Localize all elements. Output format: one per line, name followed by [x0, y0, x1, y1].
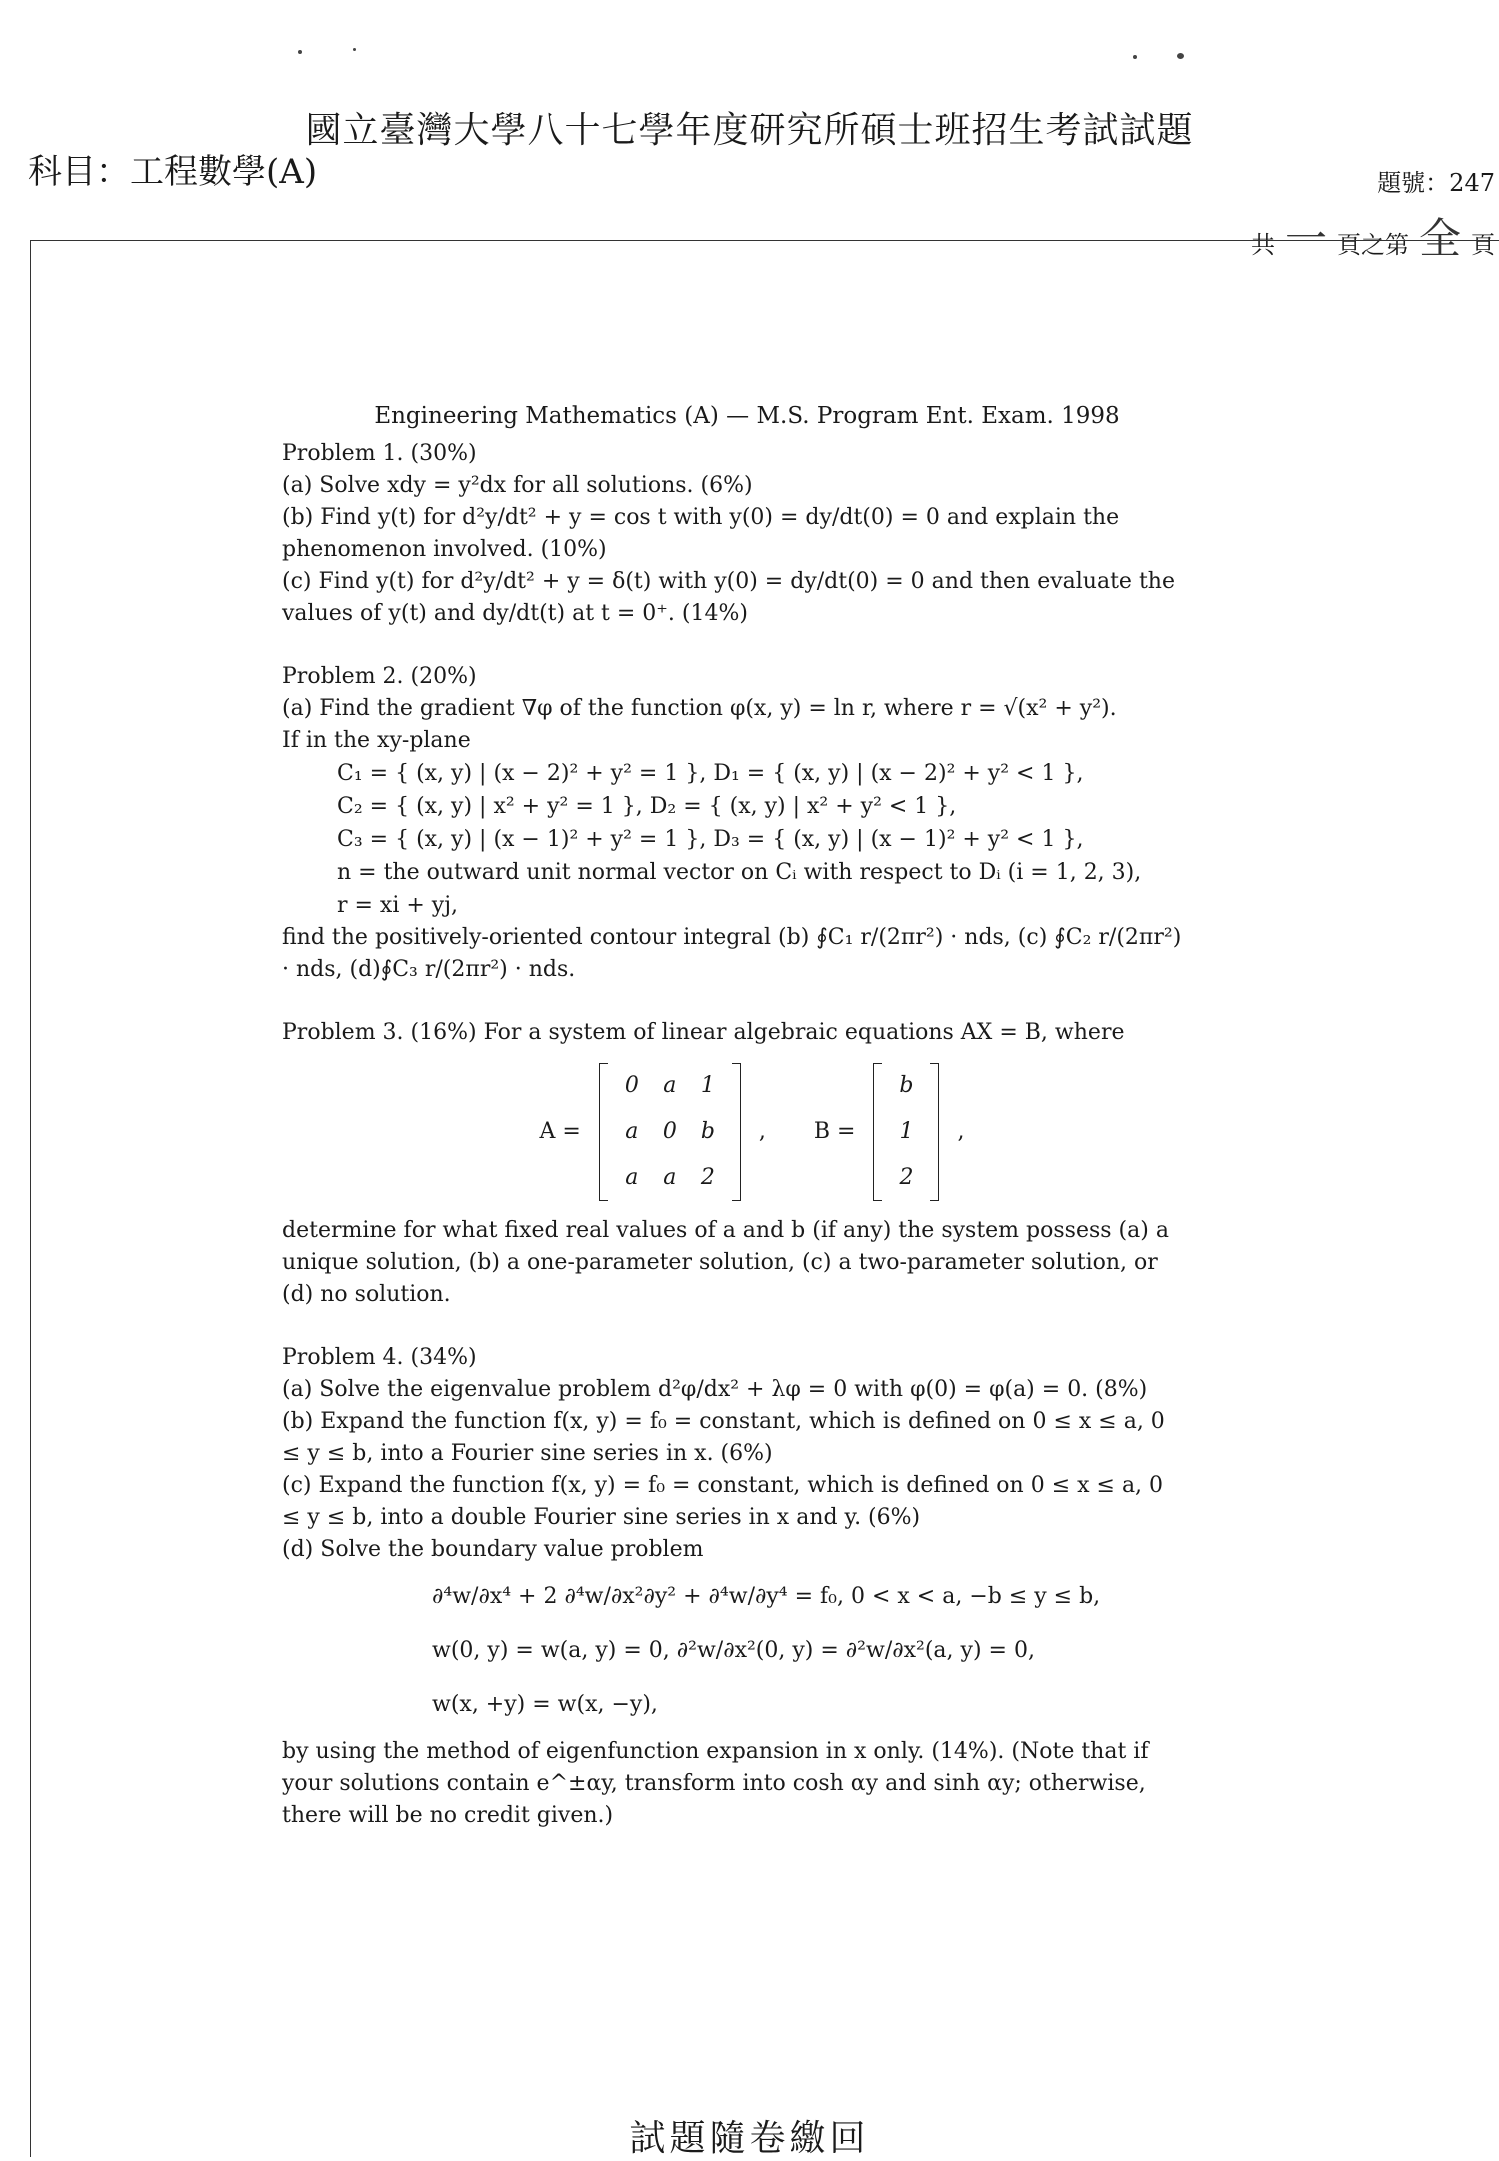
problem1-part-b: (b) Find y(t) for d²y/dt² + y = cos t with y(0) = dy/dt(0) = 0 and explain the phenomenon involved. (10%) — [282, 505, 1120, 562]
university-exam-title: 國立臺灣大學八十七學年度研究所碩士班招生考試試題 — [305, 110, 1194, 151]
problem2-find: find the positively-oriented contour integral (b) ∮C₁ r/(2πr²) · nds, (c) ∮C₂ r/(2πr²) · nds, (d)∮C₃ r/(2πr²) · nds. — [282, 925, 1182, 982]
matrix-a-cell: 0 — [624, 1073, 639, 1098]
matrix-a-cell: a — [625, 1119, 639, 1144]
problem4-equation-3: w(x, +y) = w(x, −y), — [432, 1692, 658, 1717]
problem1-part-a: (a) Solve xdy = y²dx for all solutions. (6%) — [282, 473, 753, 498]
matrix-a-cell: a — [663, 1073, 677, 1098]
pages-suffix: 頁 — [1471, 231, 1495, 259]
scan-speck — [353, 48, 356, 51]
problem1-part-c: (c) Find y(t) for d²y/dt² + y = δ(t) with y(0) = dy/dt(0) = 0 and then evaluate the values of y(t) and dy/dt(t) at t = 0⁺. (14%) — [282, 569, 1175, 626]
problem2-part-a: (a) Find the gradient ∇φ of the function φ(x, y) = ln r, where r = √(x² + y²). — [282, 696, 1117, 721]
problem4-equation-1: ∂⁴w/∂x⁴ + 2 ∂⁴w/∂x²∂y² + ∂⁴w/∂y⁴ = f₀, 0 < x < a, −b ≤ y ≤ b, — [432, 1584, 1101, 1609]
matrix-separator: , — [758, 1119, 766, 1144]
problem2-normal-def: n = the outward unit normal vector on Cᵢ with respect to Dᵢ (i = 1, 2, 3), — [337, 860, 1142, 885]
problem2-r-def: r = xi + yj, — [337, 893, 459, 918]
problem4-note: by using the method of eigenfunction expansion in x only. (14%). (Note that if your solutions contain e^±αy, transform into cosh αy and sinh αy; otherwise, there will be no credit given.) — [282, 1739, 1149, 1828]
matrix-a-cell: a — [625, 1165, 639, 1190]
matrix-b-cell: 1 — [899, 1119, 914, 1144]
matrix-a — [599, 1063, 741, 1201]
matrix-b-label: B = — [813, 1119, 856, 1144]
problem2-heading: Problem 2. (20%) — [282, 664, 477, 689]
problem4-heading: Problem 4. (34%) — [282, 1345, 477, 1370]
matrix-a-cell: 1 — [700, 1073, 715, 1098]
problem2-set-c2: C₂ = { (x, y) | x² + y² = 1 }, D₂ = { (x, y) | x² + y² < 1 }, — [337, 794, 957, 819]
matrix-a-cell: b — [700, 1119, 715, 1144]
subject-label: 科目：工程數學(A) — [28, 152, 318, 192]
problem4-part-a: (a) Solve the eigenvalue problem d²φ/dx² + λφ = 0 with φ(0) = φ(a) = 0. (8%) — [282, 1377, 1148, 1402]
problem2-intro: If in the xy-plane — [282, 728, 471, 753]
problem4-part-b: (b) Expand the function f(x, y) = f₀ = constant, which is defined on 0 ≤ x ≤ a, 0 ≤ y ≤ b, into a Fourier sine series in x. (6%) — [282, 1409, 1165, 1466]
return-with-answer-sheet-note: 試題隨卷繳回 — [629, 2118, 870, 2159]
scan-speck — [1177, 53, 1184, 59]
matrix-a-label: A = — [539, 1119, 581, 1144]
problem3-intro: Problem 3. (16%) For a system of linear algebraic equations AX = B, where — [282, 1020, 1125, 1045]
problem4-part-c: (c) Expand the function f(x, y) = f₀ = constant, which is defined on 0 ≤ x ≤ a, 0 ≤ y ≤ b, into a double Fourier sine series in x and y. (6%) — [282, 1473, 1164, 1530]
problem3-matrices — [322, 1057, 1182, 1207]
problem4-part-d: (d) Solve the boundary value problem — [282, 1537, 704, 1562]
matrix-a-cell: 2 — [700, 1165, 715, 1190]
exam-title: Engineering Mathematics (A) — M.S. Program Ent. Exam. 1998 — [374, 403, 1120, 429]
matrix-a-cell: 0 — [662, 1119, 677, 1144]
problem4-equation-2: w(0, y) = w(a, y) = 0, ∂²w/∂x²(0, y) = ∂²w/∂x²(a, y) = 0, — [432, 1638, 1035, 1663]
scan-speck — [298, 50, 302, 54]
pages-total: 一 — [1284, 214, 1327, 263]
question-number: 題號：247 — [1377, 169, 1495, 197]
matrix-a-cell: a — [663, 1165, 677, 1190]
pages-middle: 頁之第 — [1336, 231, 1409, 259]
problem2-set-c3: C₃ = { (x, y) | (x − 1)² + y² = 1 }, D₃ = { (x, y) | (x − 1)² + y² < 1 }, — [337, 827, 1084, 852]
matrix-b-cell: b — [899, 1073, 914, 1098]
problem1-heading: Problem 1. (30%) — [282, 441, 477, 466]
matrix-b — [873, 1063, 939, 1201]
pages-current: 全 — [1418, 214, 1461, 263]
matrix-end: , — [957, 1119, 965, 1144]
matrix-b-cell: 2 — [899, 1165, 914, 1190]
scan-speck — [1133, 55, 1137, 59]
exam-content — [282, 400, 1182, 1832]
problem2-set-c1: C₁ = { (x, y) | (x − 2)² + y² = 1 }, D₁ = { (x, y) | (x − 2)² + y² < 1 }, — [337, 761, 1084, 786]
problem3-text: determine for what fixed real values of a and b (if any) the system possess (a) a unique solution, (b) a one-parameter solution, (c) a two-parameter solution, or (d) no solution. — [282, 1218, 1169, 1307]
pages-prefix: 共 — [1250, 231, 1275, 259]
